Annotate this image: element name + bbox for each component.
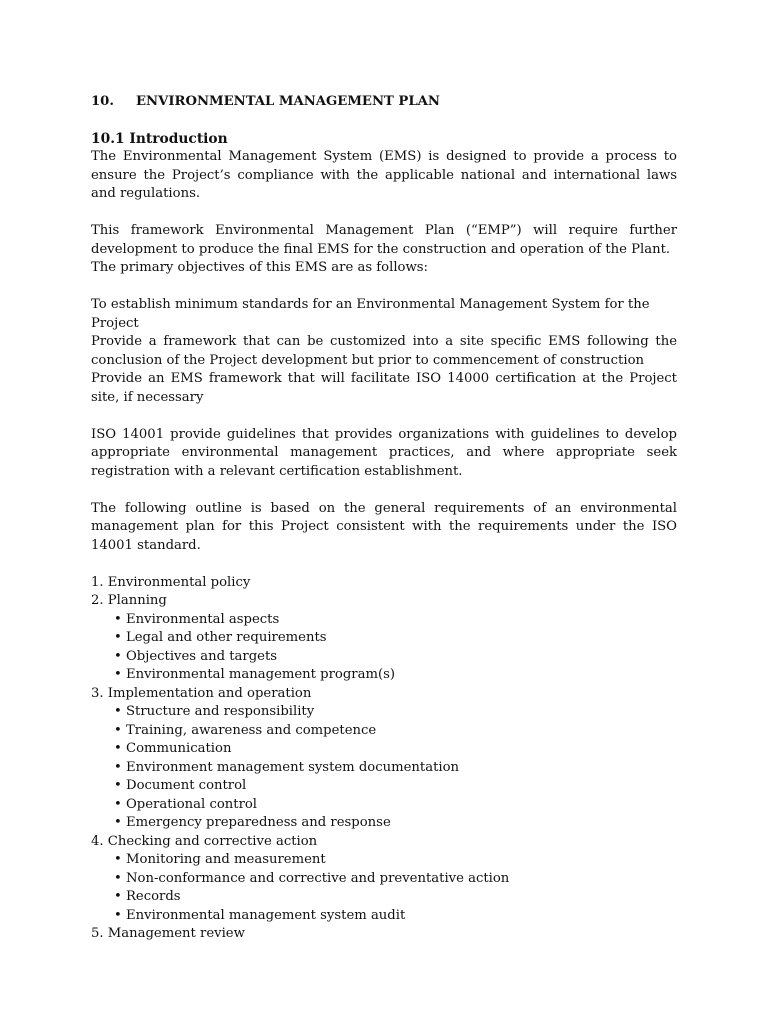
spacer — [91, 481, 677, 500]
list-item: • Legal and other requirements — [114, 629, 677, 648]
list-item: • Document control — [114, 777, 677, 796]
list-item: • Training, awareness and competence — [114, 722, 677, 741]
outline-section — [91, 574, 677, 593]
outline-intro-paragraph: The following outline is based on the general requirements of an environmental management plan for this Project consistent with the requirements under the ISO 14001 standard. — [91, 500, 677, 553]
iso-paragraph: ISO 14001 provide guidelines that provides organizations with guidelines to develop appropriate environmental management practices, and where appropriate seek registration with a relevant certification establishment. — [91, 426, 677, 479]
list-item: • Objectives and targets — [114, 648, 677, 667]
list-item: • Records — [114, 888, 677, 907]
section-heading — [91, 93, 677, 112]
outline-section — [91, 925, 677, 944]
list-item: • Environmental aspects — [114, 611, 677, 630]
outline-section-label: 5. Management review — [91, 926, 245, 941]
intro-heading: 10.1 Introduction — [91, 130, 228, 147]
list-item: • Structure and responsibility — [114, 703, 677, 722]
list-item: • Environmental management system audit — [114, 907, 677, 926]
document-page — [91, 93, 677, 944]
outline-section — [91, 592, 677, 685]
list-item: • Monitoring and measurement — [114, 851, 677, 870]
outline-section — [91, 833, 677, 926]
list-item: • Non-conformance and corrective and preventative action — [114, 870, 677, 889]
list-item: • Environmental management program(s) — [114, 666, 677, 685]
spacer — [91, 555, 677, 574]
outline-section-label: 3. Implementation and operation — [91, 685, 312, 701]
ems-outline-list — [91, 574, 677, 944]
list-item: • Operational control — [114, 796, 677, 815]
spacer — [91, 278, 677, 297]
outline-section-label: 1. Environmental policy — [91, 574, 251, 590]
outline-section — [91, 685, 677, 833]
spacer — [91, 407, 677, 426]
objective-3: Provide an EMS framework that will facilitate ISO 14000 certification at the Project site, if necessary — [91, 371, 677, 405]
outline-sublist — [91, 611, 677, 685]
list-item: • Communication — [114, 740, 677, 759]
objective-1: To establish minimum standards for an Environmental Management System for the Project — [91, 297, 650, 331]
intro-paragraph: The Environmental Management System (EMS) is designed to provide a process to ensure the Project’s compliance with the applicable national and international laws and regulations. — [91, 149, 677, 201]
outline-section-label: 2. Planning — [91, 593, 167, 608]
section-title: ENVIRONMENTAL MANAGEMENT PLAN — [136, 94, 440, 109]
section-number: 10. — [91, 94, 114, 109]
outline-sublist — [91, 703, 677, 833]
outline-sublist — [91, 851, 677, 925]
framework-paragraph: This framework Environmental Management Plan (“EMP”) will require further development to produce the final EMS for the construction and operation of the Plant. — [91, 223, 677, 257]
objective-2: Provide a framework that can be customized into a site specific EMS following the conclusion of the Project development but prior to commencement of construction — [91, 334, 677, 368]
objectives-intro: The primary objectives of this EMS are as follows: — [91, 260, 428, 275]
list-item: • Environment management system documentation — [114, 759, 677, 778]
outline-section-label: 4. Checking and corrective action — [91, 833, 318, 849]
list-item: • Emergency preparedness and response — [114, 814, 677, 833]
spacer — [91, 204, 677, 223]
